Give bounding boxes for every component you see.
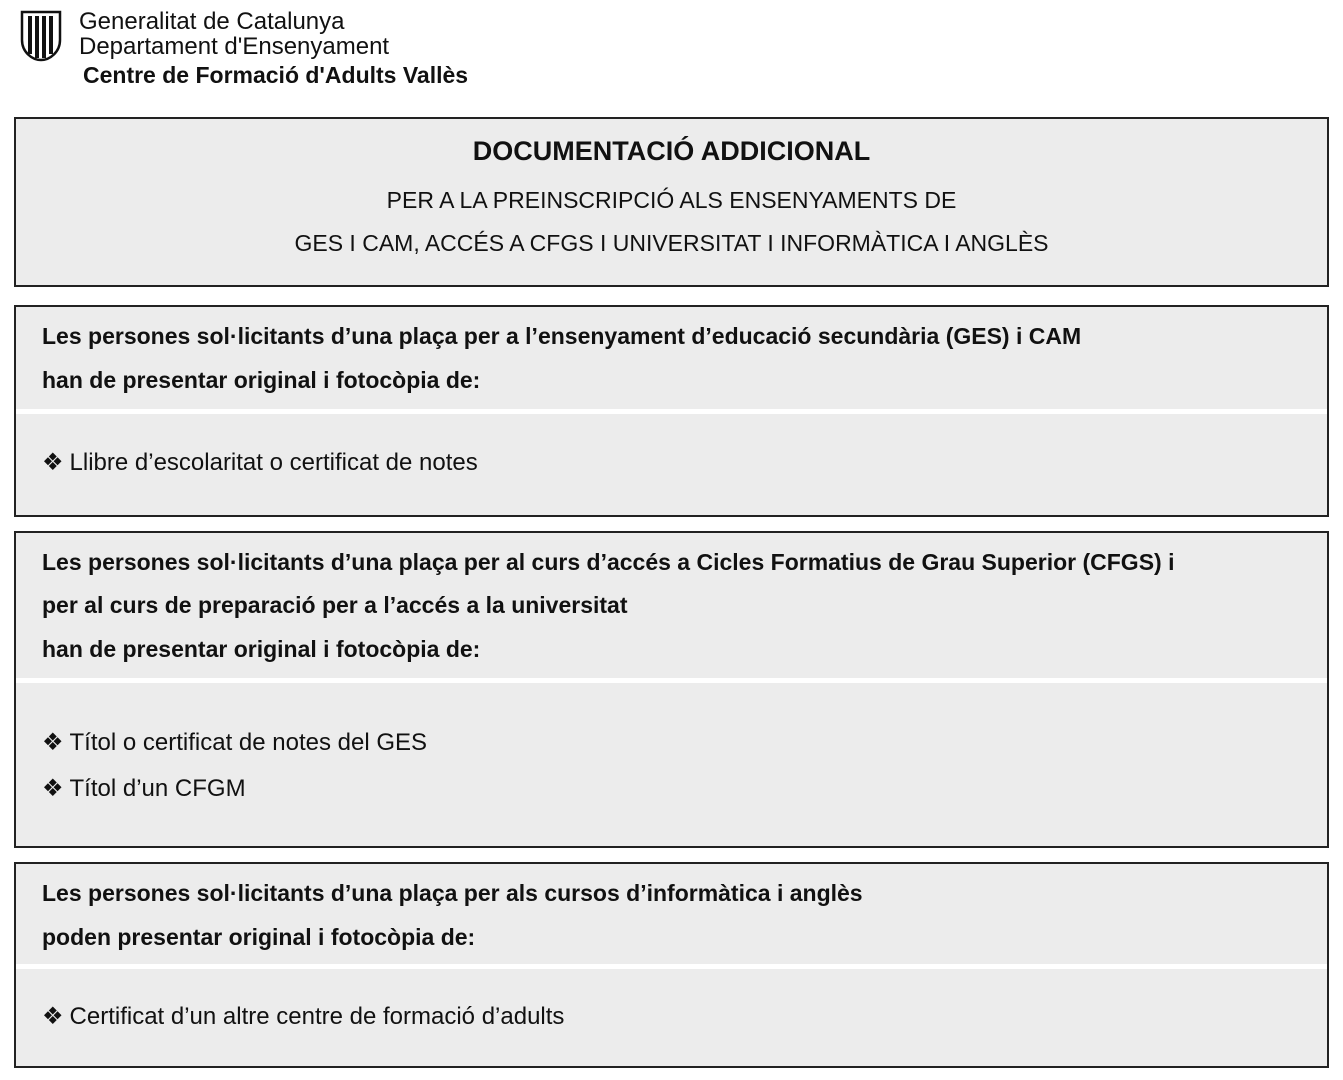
section-intro-line: poden presentar original i fotocòpia de: bbox=[42, 924, 476, 950]
document-list-item bbox=[42, 728, 427, 757]
document-list-item bbox=[42, 448, 478, 477]
document-list-item bbox=[42, 774, 246, 803]
document-list-item bbox=[42, 1002, 564, 1031]
section-divider bbox=[16, 678, 1327, 683]
center-name: Centre de Formació d'Adults Vallès bbox=[83, 62, 469, 88]
section-intro-line: han de presentar original i fotocòpia de: bbox=[42, 367, 481, 393]
document-title: DOCUMENTACIÓ ADDICIONAL bbox=[472, 136, 871, 166]
section-intro-line: per al curs de preparació per a l’accés a la universitat bbox=[42, 592, 628, 618]
section-divider bbox=[16, 964, 1327, 969]
organization-name: Generalitat de Catalunya bbox=[79, 8, 345, 35]
section-divider bbox=[16, 409, 1327, 414]
section-cfgs-universitat bbox=[14, 531, 1329, 848]
diamond-bullet-icon: ❖ bbox=[42, 1003, 64, 1030]
section-ges-cam bbox=[14, 305, 1329, 517]
list-item-text: Títol d’un CFGM bbox=[69, 775, 246, 802]
section-intro-line: Les persones sol·licitants d’una plaça per als cursos d’informàtica i anglès bbox=[42, 880, 863, 906]
document-subtitle-line1: PER A LA PREINSCRIPCIÓ ALS ENSENYAMENTS DE bbox=[386, 187, 957, 213]
title-box bbox=[14, 117, 1329, 287]
section-intro-line: Les persones sol·licitants d’una plaça per a l’ensenyament d’educació secundària (GES) i CAM bbox=[42, 323, 1082, 349]
document-subtitle-line2: GES I CAM, ACCÉS A CFGS I UNIVERSITAT I INFORMÀTICA I ANGLÈS bbox=[294, 230, 1049, 256]
department-name: Departament d'Ensenyament bbox=[79, 33, 390, 60]
diamond-bullet-icon: ❖ bbox=[42, 449, 64, 476]
section-informatica-angles bbox=[14, 862, 1329, 1068]
section-intro-line: Les persones sol·licitants d’una plaça per al curs d’accés a Cicles Formatius de Grau Superior (CFGS) i bbox=[42, 549, 1175, 575]
diamond-bullet-icon: ❖ bbox=[42, 729, 64, 756]
diamond-bullet-icon: ❖ bbox=[42, 775, 64, 802]
section-intro-line: han de presentar original i fotocòpia de: bbox=[42, 636, 481, 662]
list-item-text: Llibre d’escolaritat o certificat de notes bbox=[69, 449, 478, 476]
list-item-text: Certificat d’un altre centre de formació d’adults bbox=[69, 1003, 565, 1030]
generalitat-logo-icon bbox=[20, 10, 62, 62]
list-item-text: Títol o certificat de notes del GES bbox=[69, 729, 428, 756]
